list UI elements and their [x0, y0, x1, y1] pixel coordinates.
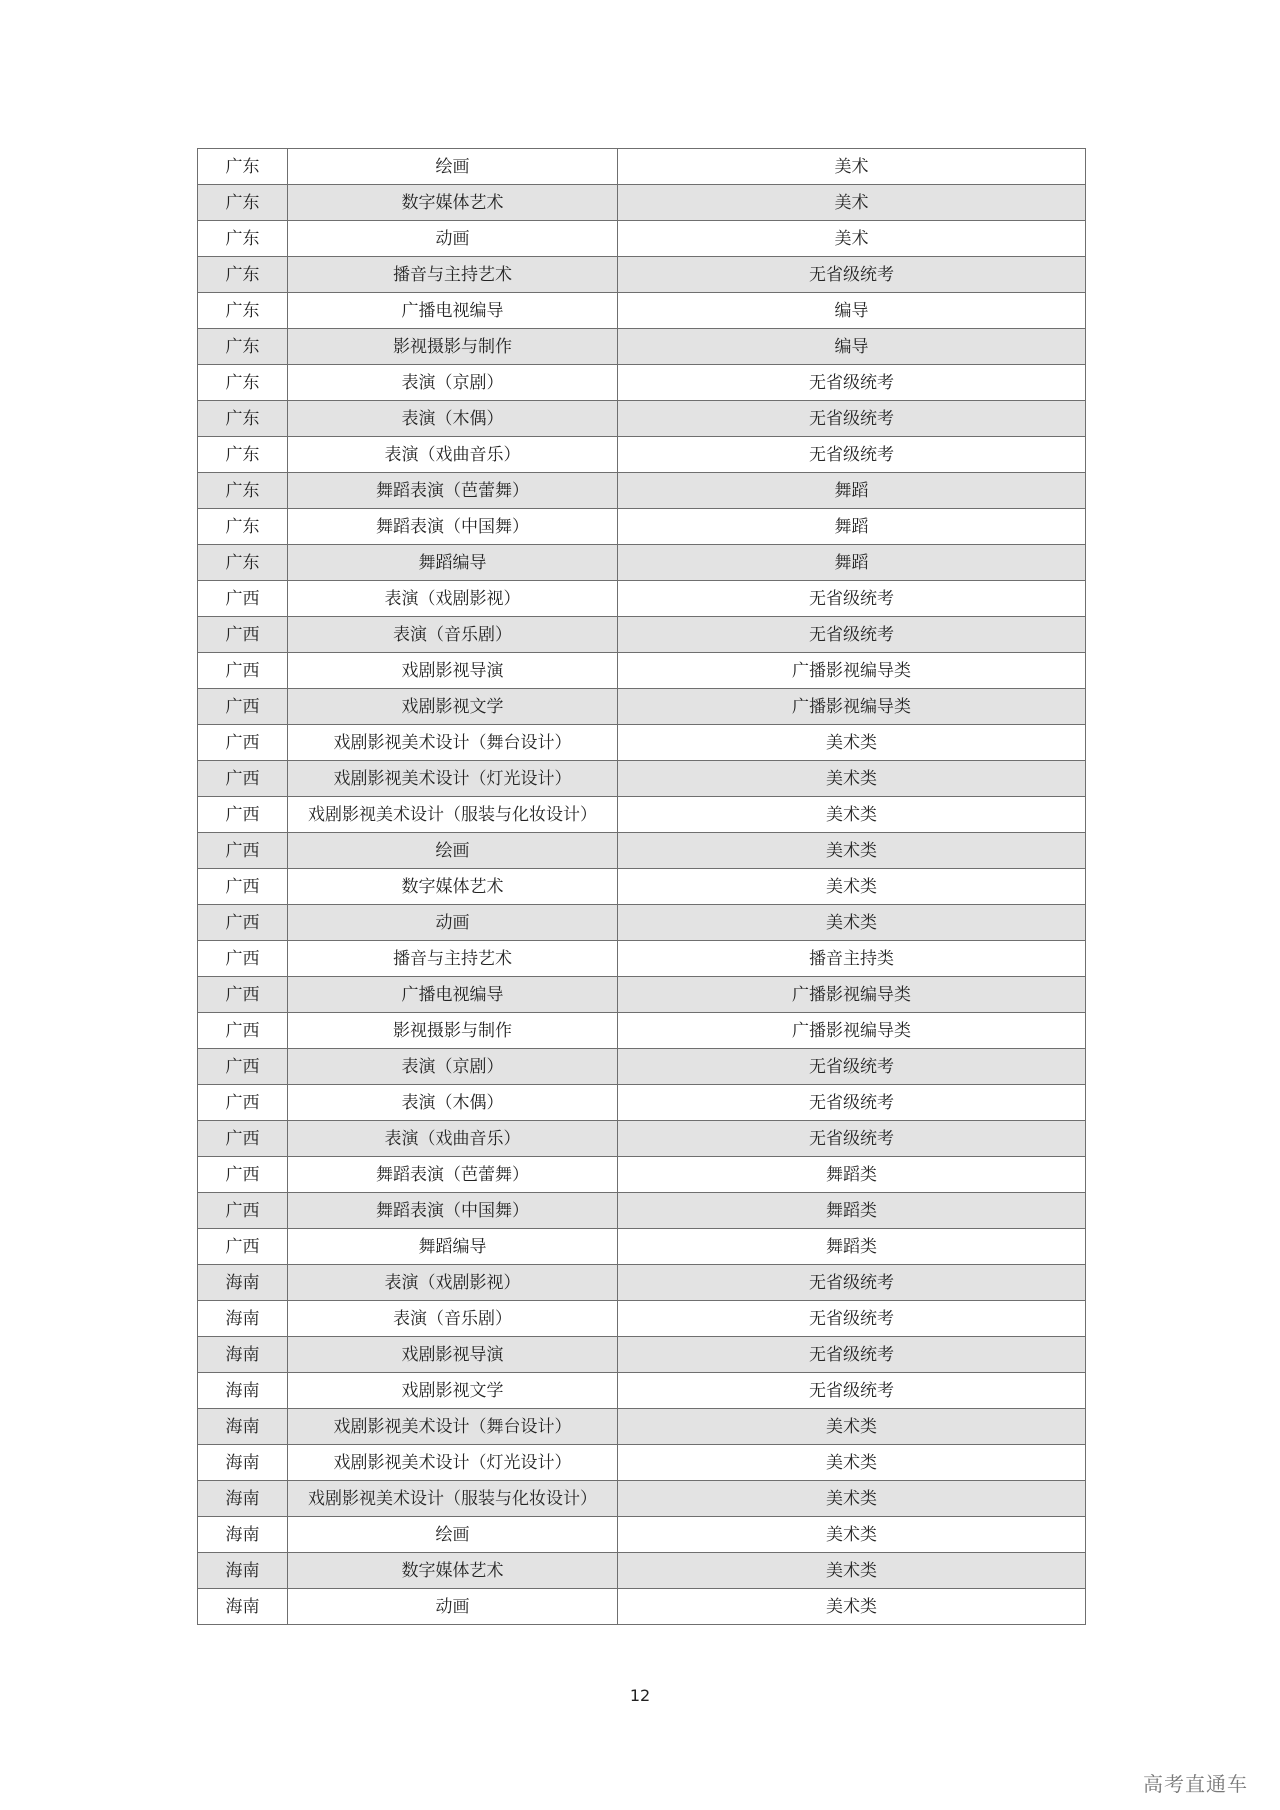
- exam-category-cell: 美术类: [618, 1589, 1086, 1625]
- major-cell: 播音与主持艺术: [288, 257, 618, 293]
- exam-category-cell: 美术类: [618, 833, 1086, 869]
- watermark: 高考直通车: [1143, 1772, 1248, 1796]
- major-cell: 影视摄影与制作: [288, 1013, 618, 1049]
- province-cell: 广西: [198, 1013, 288, 1049]
- table-row: [198, 293, 1086, 329]
- exam-category-cell: 无省级统考: [618, 1373, 1086, 1409]
- table-row: [198, 869, 1086, 905]
- table-row: [198, 401, 1086, 437]
- exam-category-cell: 无省级统考: [618, 401, 1086, 437]
- table-row: [198, 833, 1086, 869]
- table-row: [198, 1481, 1086, 1517]
- province-cell: 广东: [198, 401, 288, 437]
- province-cell: 海南: [198, 1265, 288, 1301]
- province-cell: 广西: [198, 1121, 288, 1157]
- major-cell: 动画: [288, 221, 618, 257]
- exam-category-cell: 播音主持类: [618, 941, 1086, 977]
- table-row: [198, 905, 1086, 941]
- major-cell: 动画: [288, 905, 618, 941]
- major-cell: 广播电视编导: [288, 293, 618, 329]
- province-cell: 广西: [198, 761, 288, 797]
- table-row: [198, 1121, 1086, 1157]
- province-cell: 广西: [198, 617, 288, 653]
- province-cell: 广西: [198, 1229, 288, 1265]
- major-cell: 戏剧影视文学: [288, 1373, 618, 1409]
- exam-category-cell: 无省级统考: [618, 581, 1086, 617]
- province-cell: 广西: [198, 1193, 288, 1229]
- table-row: [198, 689, 1086, 725]
- exam-category-cell: 美术类: [618, 1553, 1086, 1589]
- province-cell: 广西: [198, 797, 288, 833]
- province-cell: 海南: [198, 1589, 288, 1625]
- major-cell: 戏剧影视导演: [288, 1337, 618, 1373]
- province-cell: 广东: [198, 545, 288, 581]
- major-cell: 舞蹈表演（中国舞）: [288, 509, 618, 545]
- major-cell: 绘画: [288, 1517, 618, 1553]
- exam-category-cell: 无省级统考: [618, 437, 1086, 473]
- exam-category-cell: 无省级统考: [618, 365, 1086, 401]
- major-cell: 动画: [288, 1589, 618, 1625]
- exam-category-cell: 舞蹈: [618, 473, 1086, 509]
- exam-category-cell: 编导: [618, 293, 1086, 329]
- table-row: [198, 329, 1086, 365]
- major-cell: 表演（戏剧影视）: [288, 1265, 618, 1301]
- table-row: [198, 1193, 1086, 1229]
- table-row: [198, 1409, 1086, 1445]
- table-row: [198, 1049, 1086, 1085]
- province-cell: 海南: [198, 1481, 288, 1517]
- page-number: 12: [629, 1686, 651, 1705]
- major-cell: 数字媒体艺术: [288, 1553, 618, 1589]
- exam-category-cell: 美术类: [618, 761, 1086, 797]
- major-cell: 表演（戏曲音乐）: [288, 1121, 618, 1157]
- table-row: [198, 473, 1086, 509]
- province-cell: 广西: [198, 905, 288, 941]
- province-cell: 海南: [198, 1373, 288, 1409]
- major-cell: 绘画: [288, 833, 618, 869]
- exam-category-cell: 无省级统考: [618, 1049, 1086, 1085]
- exam-category-cell: 广播影视编导类: [618, 653, 1086, 689]
- province-cell: 海南: [198, 1409, 288, 1445]
- table-row: [198, 1445, 1086, 1481]
- table-row: [198, 653, 1086, 689]
- exam-category-cell: 美术: [618, 221, 1086, 257]
- table-row: [198, 545, 1086, 581]
- major-cell: 戏剧影视美术设计（舞台设计）: [288, 1409, 618, 1445]
- table-row: [198, 257, 1086, 293]
- exam-category-cell: 广播影视编导类: [618, 689, 1086, 725]
- province-cell: 广西: [198, 869, 288, 905]
- province-cell: 广东: [198, 473, 288, 509]
- exam-category-cell: 广播影视编导类: [618, 977, 1086, 1013]
- major-cell: 戏剧影视美术设计（灯光设计）: [288, 761, 618, 797]
- exam-category-cell: 无省级统考: [618, 1301, 1086, 1337]
- major-cell: 表演（木偶）: [288, 401, 618, 437]
- table-row: [198, 185, 1086, 221]
- province-cell: 海南: [198, 1337, 288, 1373]
- exam-category-cell: 舞蹈: [618, 509, 1086, 545]
- table-row: [198, 1265, 1086, 1301]
- table-row: [198, 221, 1086, 257]
- province-cell: 广西: [198, 1085, 288, 1121]
- table-row: [198, 1373, 1086, 1409]
- table-row: [198, 941, 1086, 977]
- table-row: [198, 149, 1086, 185]
- province-cell: 广西: [198, 1157, 288, 1193]
- major-cell: 戏剧影视美术设计（服装与化妆设计）: [288, 1481, 618, 1517]
- exam-category-cell: 无省级统考: [618, 1085, 1086, 1121]
- province-cell: 广西: [198, 581, 288, 617]
- exam-category-cell: 编导: [618, 329, 1086, 365]
- major-cell: 播音与主持艺术: [288, 941, 618, 977]
- table-row: [198, 1013, 1086, 1049]
- major-cell: 戏剧影视美术设计（服装与化妆设计）: [288, 797, 618, 833]
- major-cell: 表演（京剧）: [288, 1049, 618, 1085]
- table-row: [198, 1085, 1086, 1121]
- province-cell: 海南: [198, 1517, 288, 1553]
- table-body: [198, 149, 1086, 1625]
- table-row: [198, 1553, 1086, 1589]
- exam-category-cell: 无省级统考: [618, 1121, 1086, 1157]
- exam-category-cell: 美术类: [618, 1445, 1086, 1481]
- major-cell: 戏剧影视美术设计（舞台设计）: [288, 725, 618, 761]
- province-cell: 广西: [198, 833, 288, 869]
- exam-category-cell: 舞蹈: [618, 545, 1086, 581]
- exam-category-cell: 无省级统考: [618, 1265, 1086, 1301]
- major-cell: 表演（京剧）: [288, 365, 618, 401]
- major-cell: 绘画: [288, 149, 618, 185]
- major-category-table: [197, 148, 1086, 1625]
- document-table-container: [197, 148, 1085, 1625]
- major-cell: 表演（音乐剧）: [288, 617, 618, 653]
- major-cell: 影视摄影与制作: [288, 329, 618, 365]
- province-cell: 广西: [198, 977, 288, 1013]
- table-row: [198, 977, 1086, 1013]
- major-cell: 戏剧影视文学: [288, 689, 618, 725]
- exam-category-cell: 无省级统考: [618, 617, 1086, 653]
- province-cell: 广东: [198, 149, 288, 185]
- province-cell: 广西: [198, 941, 288, 977]
- exam-category-cell: 美术类: [618, 905, 1086, 941]
- province-cell: 广东: [198, 257, 288, 293]
- table-row: [198, 1337, 1086, 1373]
- province-cell: 广东: [198, 437, 288, 473]
- table-row: [198, 365, 1086, 401]
- exam-category-cell: 美术类: [618, 1517, 1086, 1553]
- major-cell: 数字媒体艺术: [288, 185, 618, 221]
- table-row: [198, 797, 1086, 833]
- province-cell: 海南: [198, 1553, 288, 1589]
- major-cell: 表演（音乐剧）: [288, 1301, 618, 1337]
- table-row: [198, 1589, 1086, 1625]
- table-row: [198, 509, 1086, 545]
- exam-category-cell: 美术类: [618, 1481, 1086, 1517]
- province-cell: 广东: [198, 509, 288, 545]
- table-row: [198, 761, 1086, 797]
- major-cell: 表演（戏曲音乐）: [288, 437, 618, 473]
- province-cell: 广西: [198, 725, 288, 761]
- table-row: [198, 725, 1086, 761]
- table-row: [198, 617, 1086, 653]
- table-row: [198, 1517, 1086, 1553]
- table-row: [198, 437, 1086, 473]
- exam-category-cell: 舞蹈类: [618, 1229, 1086, 1265]
- table-row: [198, 1157, 1086, 1193]
- province-cell: 广西: [198, 1049, 288, 1085]
- exam-category-cell: 舞蹈类: [618, 1193, 1086, 1229]
- major-cell: 戏剧影视导演: [288, 653, 618, 689]
- major-cell: 舞蹈表演（芭蕾舞）: [288, 473, 618, 509]
- exam-category-cell: 美术类: [618, 1409, 1086, 1445]
- exam-category-cell: 舞蹈类: [618, 1157, 1086, 1193]
- table-row: [198, 1229, 1086, 1265]
- province-cell: 广东: [198, 365, 288, 401]
- province-cell: 广东: [198, 329, 288, 365]
- exam-category-cell: 美术类: [618, 725, 1086, 761]
- province-cell: 广西: [198, 689, 288, 725]
- major-cell: 舞蹈表演（中国舞）: [288, 1193, 618, 1229]
- exam-category-cell: 广播影视编导类: [618, 1013, 1086, 1049]
- table-row: [198, 1301, 1086, 1337]
- province-cell: 广东: [198, 221, 288, 257]
- major-cell: 表演（戏剧影视）: [288, 581, 618, 617]
- table-row: [198, 581, 1086, 617]
- major-cell: 舞蹈表演（芭蕾舞）: [288, 1157, 618, 1193]
- exam-category-cell: 美术类: [618, 869, 1086, 905]
- exam-category-cell: 美术类: [618, 797, 1086, 833]
- exam-category-cell: 无省级统考: [618, 257, 1086, 293]
- province-cell: 广西: [198, 653, 288, 689]
- exam-category-cell: 无省级统考: [618, 1337, 1086, 1373]
- province-cell: 广东: [198, 293, 288, 329]
- province-cell: 广东: [198, 185, 288, 221]
- major-cell: 舞蹈编导: [288, 545, 618, 581]
- exam-category-cell: 美术: [618, 149, 1086, 185]
- exam-category-cell: 美术: [618, 185, 1086, 221]
- province-cell: 海南: [198, 1445, 288, 1481]
- major-cell: 数字媒体艺术: [288, 869, 618, 905]
- major-cell: 广播电视编导: [288, 977, 618, 1013]
- major-cell: 舞蹈编导: [288, 1229, 618, 1265]
- major-cell: 戏剧影视美术设计（灯光设计）: [288, 1445, 618, 1481]
- major-cell: 表演（木偶）: [288, 1085, 618, 1121]
- province-cell: 海南: [198, 1301, 288, 1337]
